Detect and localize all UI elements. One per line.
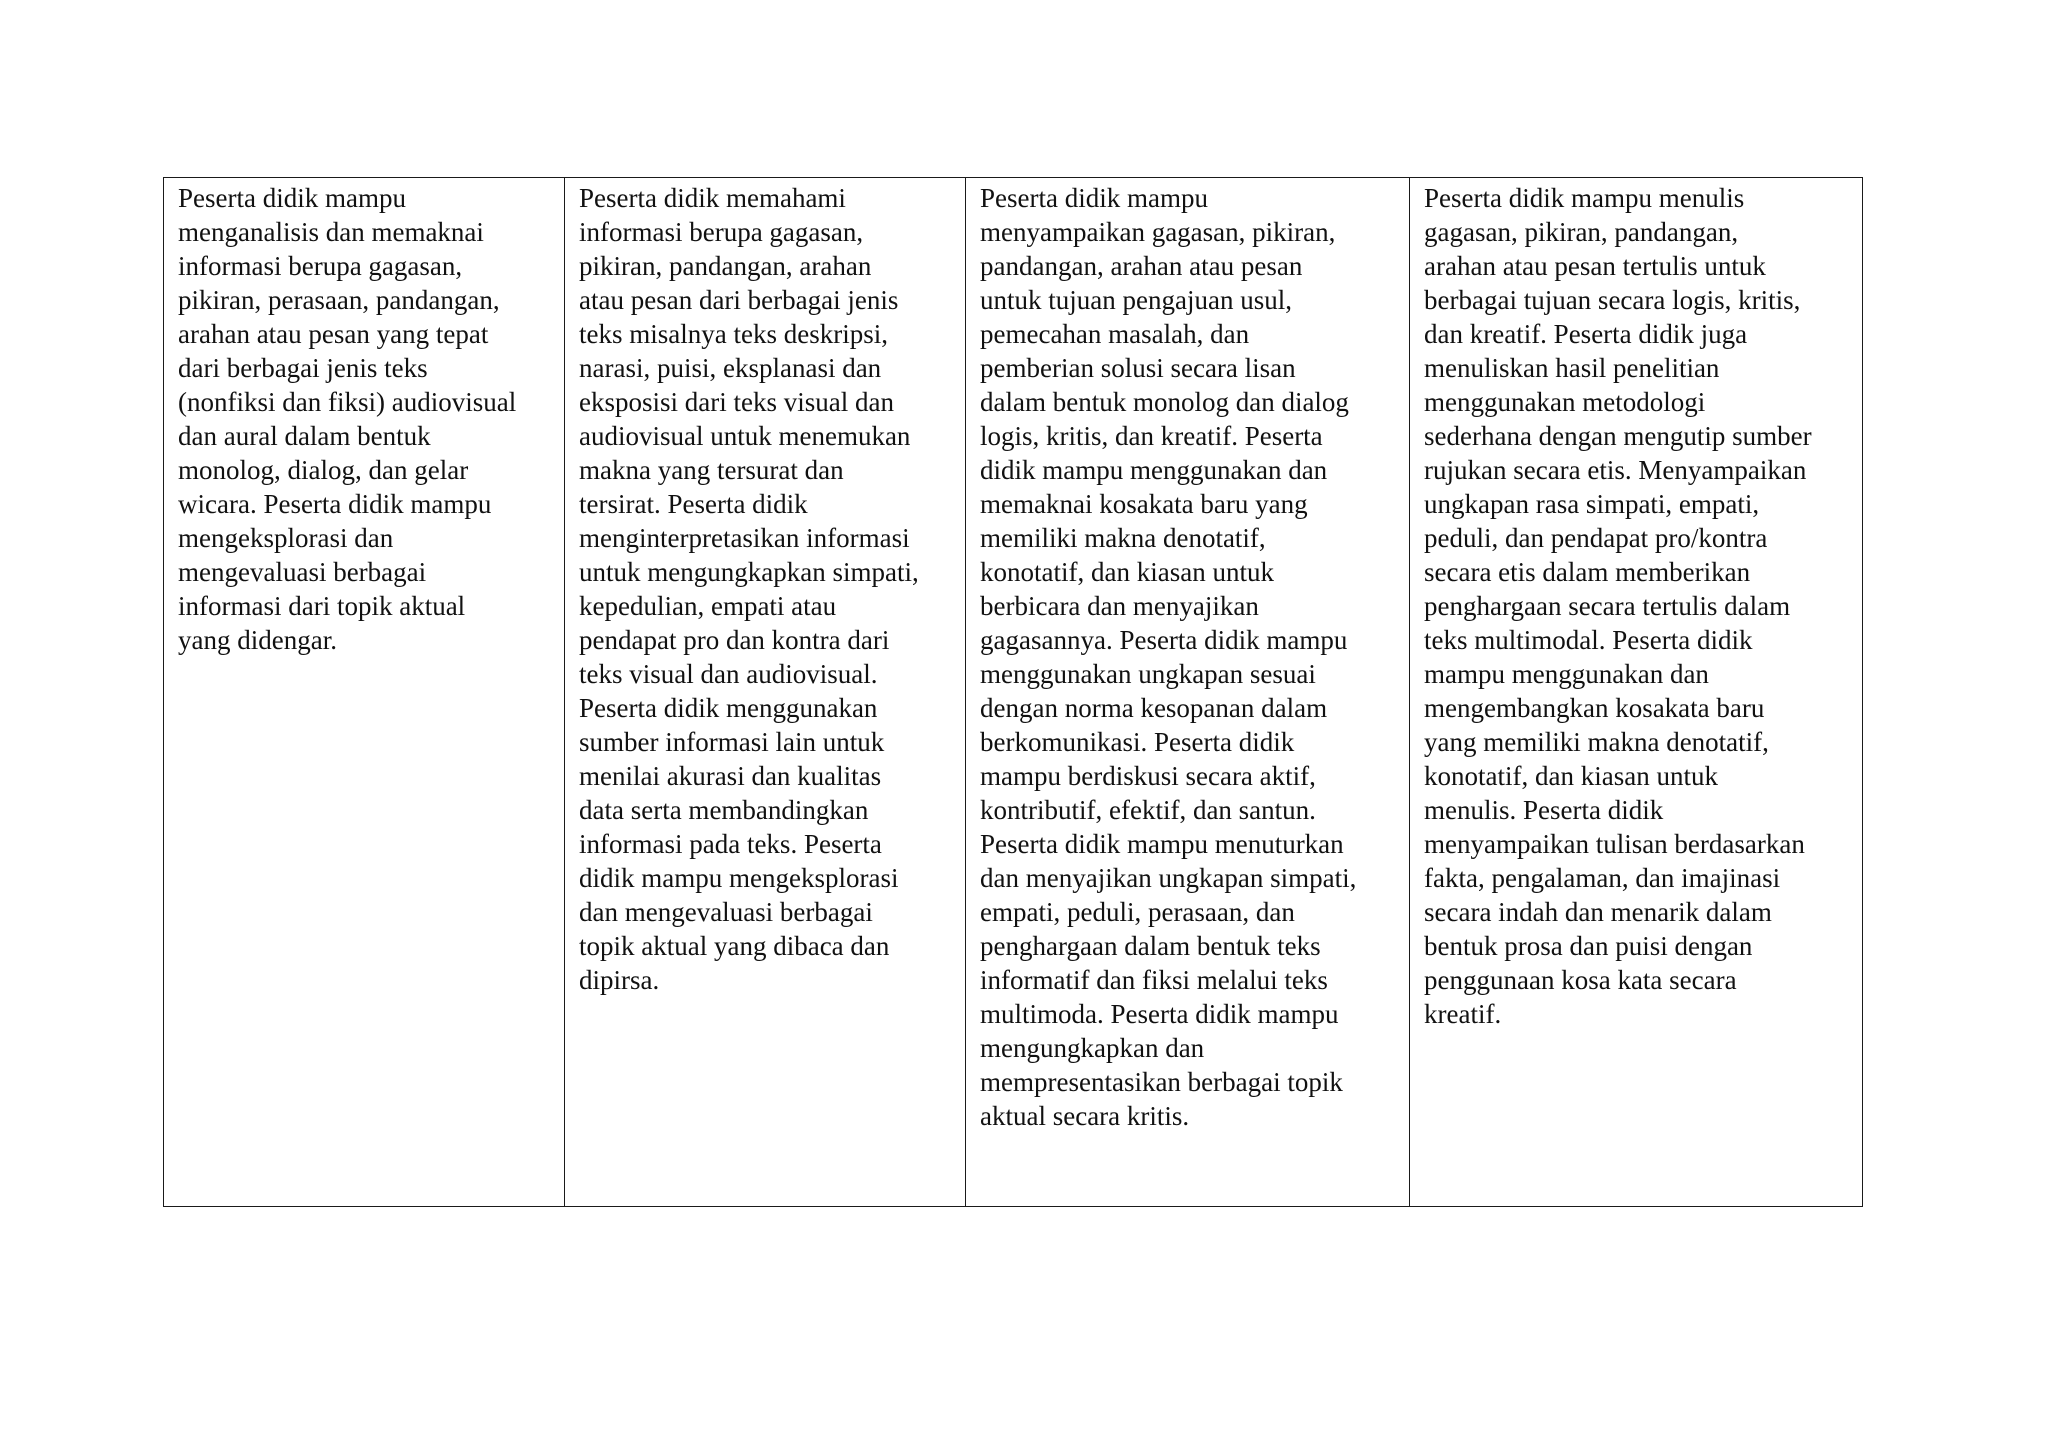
cell-reading-viewing: Peserta didik memahami informasi berupa gagasan, pikiran, pandangan, arahan atau pesan dari berbagai jenis teks misalnya teks deskripsi, narasi, puisi, eksplanasi dan eksposisi dari teks visual dan audiovisual untuk menemukan makna yang tersurat dan tersirat. Peserta didik menginterpretasikan informasi untuk mengungkapkan simpati, kepedulian, empati atau pendapat pro dan kontra dari teks visual dan audiovisual. Peserta didik menggunakan sumber informasi lain untuk menilai akurasi dan kualitas data serta membandingkan informasi pada teks. Peserta didik mampu mengeksplorasi dan mengevaluasi berbagai topik aktual yang dibaca dan dipirsa.: [565, 178, 966, 1207]
cell-listening: Peserta didik mampu menganalisis dan memaknai informasi berupa gagasan, pikiran, perasaan, pandangan, arahan atau pesan yang tepat dari berbagai jenis teks (nonfiksi dan fiksi) audiovisual dan aural dalam bentuk monolog, dialog, dan gelar wicara. Peserta didik mampu mengeksplorasi dan mengevaluasi berbagai informasi dari topik aktual yang didengar.: [164, 178, 565, 1207]
table-row: [164, 178, 1863, 1207]
cell-speaking-presenting: Peserta didik mampu menyampaikan gagasan, pikiran, pandangan, arahan atau pesan untuk tujuan pengajuan usul, pemecahan masalah, dan pemberian solusi secara lisan dalam bentuk monolog dan dialog logis, kritis, dan kreatif. Peserta didik mampu menggunakan dan memaknai kosakata baru yang memiliki makna denotatif, konotatif, dan kiasan untuk berbicara dan menyajikan gagasannya. Peserta didik mampu menggunakan ungkapan sesuai dengan norma kesopanan dalam berkomunikasi. Peserta didik mampu berdiskusi secara aktif, kontributif, efektif, dan santun. Peserta didik mampu menuturkan dan menyajikan ungkapan simpati, empati, peduli, perasaan, dan penghargaan dalam bentuk teks informatif dan fiksi melalui teks multimoda. Peserta didik mampu mengungkapkan dan mempresentasikan berbagai topik aktual secara kritis.: [966, 178, 1410, 1207]
learning-outcomes-table: [163, 177, 1863, 1207]
cell-writing: Peserta didik mampu menulis gagasan, pikiran, pandangan, arahan atau pesan tertulis untuk berbagai tujuan secara logis, kritis, dan kreatif. Peserta didik juga menuliskan hasil penelitian menggunakan metodologi sederhana dengan mengutip sumber rujukan secara etis. Menyampaikan ungkapan rasa simpati, empati, peduli, dan pendapat pro/kontra secara etis dalam memberikan penghargaan secara tertulis dalam teks multimodal. Peserta didik mampu menggunakan dan mengembangkan kosakata baru yang memiliki makna denotatif, konotatif, dan kiasan untuk menulis. Peserta didik menyampaikan tulisan berdasarkan fakta, pengalaman, dan imajinasi secara indah dan menarik dalam bentuk prosa dan puisi dengan penggunaan kosa kata secara kreatif.: [1410, 178, 1863, 1207]
